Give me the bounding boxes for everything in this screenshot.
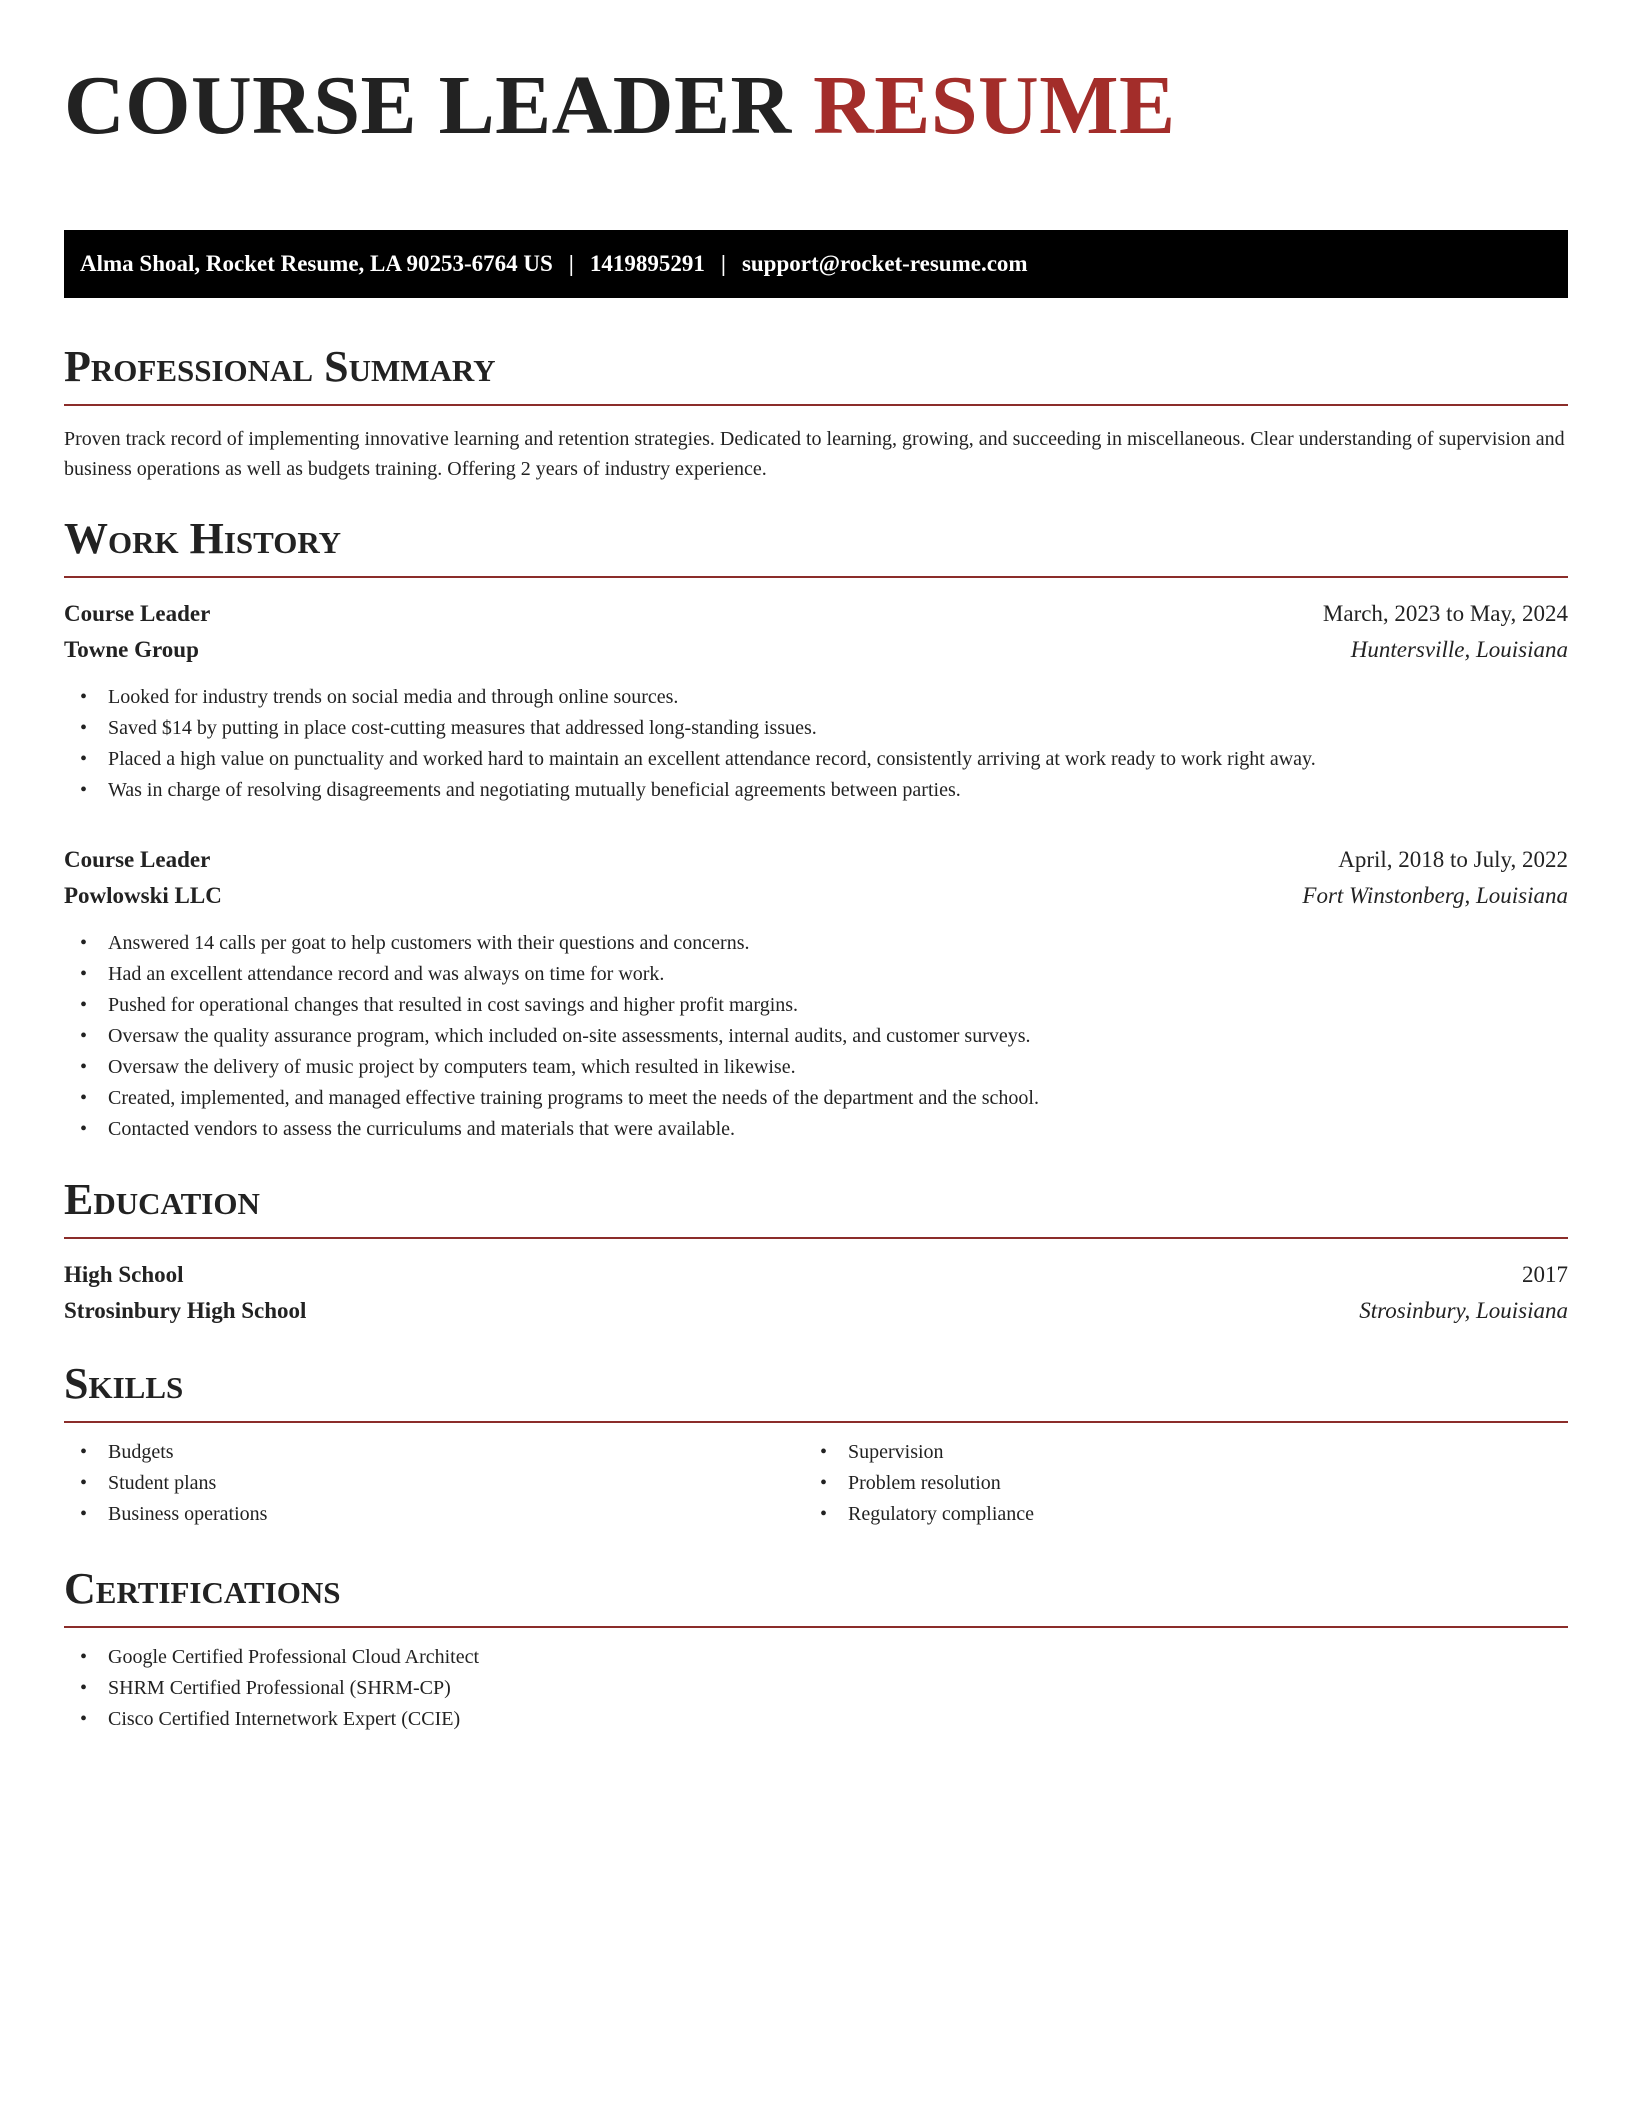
job-company-row <box>64 632 1568 668</box>
list-item: • Contacted vendors to assess the curriculums and materials that were available. <box>64 1114 1568 1145</box>
job-bullets <box>64 928 1568 1145</box>
education-year: 2017 <box>1522 1262 1568 1287</box>
skills-section <box>64 1359 1568 1530</box>
list-item: • Placed a high value on punctuality and worked hard to maintain an excellent attendance record, consistently arriving at work ready to work right away. <box>64 744 1568 775</box>
list-item: • Budgets <box>64 1437 804 1468</box>
contact-bar <box>64 230 1568 298</box>
education-degree: High School <box>64 1262 184 1287</box>
list-item: • Oversaw the quality assurance program, which included on-site assessments, internal audits, and customer surveys. <box>64 1021 1568 1052</box>
job-title: Course Leader <box>64 601 211 626</box>
contact-separator: | <box>720 251 726 276</box>
bullet-icon: • <box>80 963 88 985</box>
job-header-row <box>64 842 1568 878</box>
bullet-icon: • <box>80 1708 88 1730</box>
section-divider <box>64 1237 1568 1239</box>
list-item: • Saved $14 by putting in place cost-cutting measures that addressed long-standing issues. <box>64 713 1568 744</box>
bullet-icon: • <box>80 1677 88 1699</box>
bullet-icon: • <box>820 1503 828 1525</box>
bullet-icon: • <box>80 1056 88 1078</box>
list-item: • Business operations <box>64 1499 804 1530</box>
job-company: Powlowski LLC <box>64 883 222 908</box>
list-item: • Student plans <box>64 1468 804 1499</box>
resume-title <box>64 56 1568 156</box>
summary-section <box>64 342 1568 484</box>
certifications-list <box>64 1642 1568 1735</box>
list-item: • Cisco Certified Internetwork Expert (CCIE) <box>64 1704 1568 1735</box>
job-dates: March, 2023 to May, 2024 <box>1322 601 1568 626</box>
job-location: Huntersville, Louisiana <box>1350 637 1568 662</box>
job-title: Course Leader <box>64 847 211 872</box>
list-item: • SHRM Certified Professional (SHRM-CP) <box>64 1673 1568 1704</box>
contact-phone: 1419895291 <box>589 251 705 276</box>
bullet-icon: • <box>80 748 88 770</box>
contact-address: Alma Shoal, Rocket Resume, LA 90253-6764 US <box>80 251 553 276</box>
job-entry <box>64 596 1568 806</box>
list-item: • Supervision <box>804 1437 1568 1468</box>
section-divider <box>64 576 1568 578</box>
bullet-icon: • <box>80 1646 88 1668</box>
bullet-icon: • <box>80 1503 88 1525</box>
title-main: COURSE LEADER <box>64 59 792 152</box>
section-heading: Work History <box>64 514 342 563</box>
bullet-icon: • <box>80 717 88 739</box>
section-divider <box>64 1421 1568 1423</box>
section-heading: Skills <box>64 1359 184 1408</box>
list-item: • Google Certified Professional Cloud Architect <box>64 1642 1568 1673</box>
skills-grid <box>64 1437 1568 1530</box>
bullet-icon: • <box>80 779 88 801</box>
bullet-icon: • <box>820 1472 828 1494</box>
bullet-icon: • <box>80 1087 88 1109</box>
job-dates: April, 2018 to July, 2022 <box>1338 847 1568 872</box>
list-item: • Created, implemented, and managed effective training programs to meet the needs of the department and the school. <box>64 1083 1568 1114</box>
list-item: • Was in charge of resolving disagreements and negotiating mutually beneficial agreements between parties. <box>64 775 1568 806</box>
bullet-icon: • <box>820 1441 828 1463</box>
title-accent: RESUME <box>813 59 1176 152</box>
education-entry <box>64 1257 1568 1329</box>
job-company-row <box>64 878 1568 914</box>
contact-email: support@rocket-resume.com <box>741 251 1028 276</box>
education-school: Strosinbury High School <box>64 1298 307 1323</box>
bullet-icon: • <box>80 1472 88 1494</box>
list-item: • Problem resolution <box>804 1468 1568 1499</box>
job-entry <box>64 842 1568 1145</box>
summary-text: Proven track record of implementing innovative learning and retention strategies. Dedicated to learning, growing, and succeeding in miscellaneous. Clear understanding of supervision and business operations as well as budgets training. Offering 2 years of industry experience. <box>64 428 1565 480</box>
bullet-icon: • <box>80 932 88 954</box>
list-item: • Regulatory compliance <box>804 1499 1568 1530</box>
certifications-section <box>64 1564 1568 1735</box>
section-heading: Professional Summary <box>64 342 496 391</box>
skills-right-column <box>804 1437 1568 1530</box>
contact-separator: | <box>568 251 574 276</box>
bullet-icon: • <box>80 686 88 708</box>
list-item: • Oversaw the delivery of music project by computers team, which resulted in likewise. <box>64 1052 1568 1083</box>
list-item: • Looked for industry trends on social media and through online sources. <box>64 682 1568 713</box>
job-header-row <box>64 596 1568 632</box>
education-school-row <box>64 1293 1568 1329</box>
list-item: • Had an excellent attendance record and was always on time for work. <box>64 959 1568 990</box>
bullet-icon: • <box>80 994 88 1016</box>
job-company: Towne Group <box>64 637 199 662</box>
job-bullets <box>64 682 1568 806</box>
education-location: Strosinbury, Louisiana <box>1359 1298 1568 1323</box>
section-divider <box>64 404 1568 406</box>
skills-left-column <box>64 1437 804 1530</box>
list-item: • Pushed for operational changes that resulted in cost savings and higher profit margins. <box>64 990 1568 1021</box>
bullet-icon: • <box>80 1118 88 1140</box>
list-item: • Answered 14 calls per goat to help customers with their questions and concerns. <box>64 928 1568 959</box>
education-header-row <box>64 1257 1568 1293</box>
education-section <box>64 1175 1568 1329</box>
job-location: Fort Winstonberg, Louisiana <box>1302 883 1568 908</box>
section-heading: Education <box>64 1175 260 1224</box>
work-history-section <box>64 514 1568 1145</box>
section-heading: Certifications <box>64 1564 341 1613</box>
bullet-icon: • <box>80 1025 88 1047</box>
bullet-icon: • <box>80 1441 88 1463</box>
section-divider <box>64 1626 1568 1628</box>
